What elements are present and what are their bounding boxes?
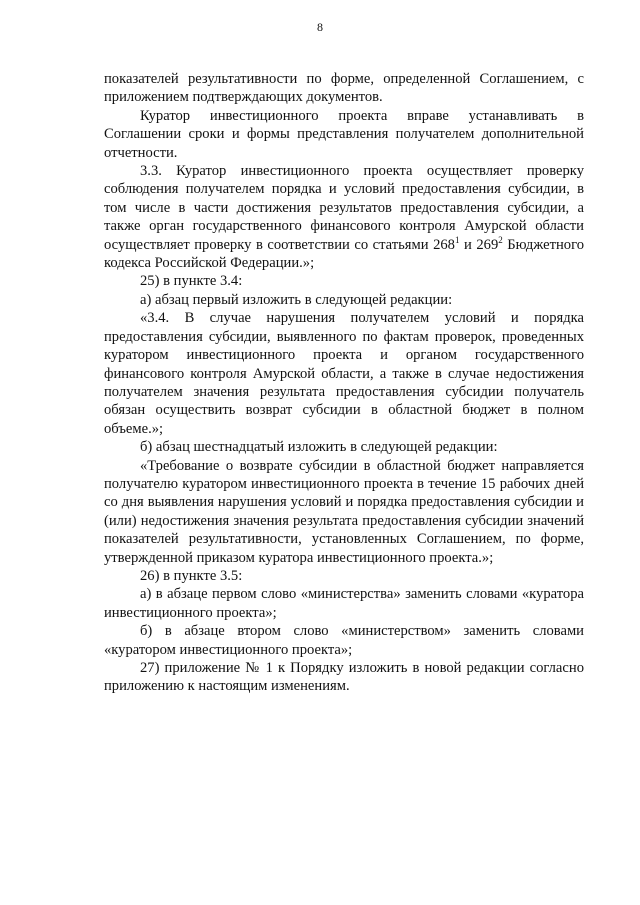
paragraph-item-25a: а) абзац первый изложить в следующей редакции: xyxy=(140,291,453,308)
paragraph-item-26a: а) в абзаце первом слово «министерства» заменить словами «куратора инвестиционного проекта»; xyxy=(104,586,584,621)
document-body xyxy=(104,70,584,696)
paragraph-item-25: 25) в пункте 3.4: xyxy=(140,273,243,290)
paragraph-item-26: 26) в пункте 3.5: xyxy=(140,567,243,584)
article-superscript-2: 2 xyxy=(498,234,503,245)
paragraph-curator-reporting: Куратор инвестиционного проекта вправе устанавливать в Соглашении сроки и формы представления получателем дополнительной отчетности. xyxy=(104,107,584,161)
paragraph-continuation: показателей результативности по форме, определенной Соглашением, с приложением подтверждающих документов. xyxy=(104,71,584,106)
paragraph-refund-requirement: «Требование о возврате субсидии в областной бюджет направляется получателю куратором инвестиционного проекта в течение 15 рабочих дней со дня выявления нарушения условий и порядка предоставления субсидии и (или) недостижения значения результата предоставления субсидии значений показателей результативности, установленных Соглашением, по форме, утвержденной приказом куратора инвестиционного проекта.»; xyxy=(104,457,584,566)
paragraph-item-26b: б) в абзаце втором слово «министерством» заменить словами «куратором инвестиционного проекта»; xyxy=(104,623,584,658)
paragraph-item-27: 27) приложение № 1 к Порядку изложить в новой редакции согласно приложению к настоящим изменениям. xyxy=(104,660,584,695)
paragraph-3-4-new-text: «3.4. В случае нарушения получателем условий и порядка предоставления субсидии, выявленного по фактам проверок, проведенных куратором инвестиционного проекта и органом государственного финансового контроля Амурской области, а также в случае недостижения получателем значения результата предоставления субсидии получатель обязан осуществить возврат субсидии в областной бюджет в полном объеме.»; xyxy=(104,310,584,437)
page-number: 8 xyxy=(317,20,323,34)
paragraph-item-25b: б) абзац шестнадцатый изложить в следующей редакции: xyxy=(140,439,498,456)
paragraph-3-3-text-end: Бюджетного кодекса Российской Федерации.»; xyxy=(104,236,585,272)
paragraph-3-3-text-mid: и 269 xyxy=(459,236,499,253)
paragraph-3-3-text: 3.3. Куратор инвестиционного проекта осуществляет проверку соблюдения получателем порядка и условий предоставления субсидии, в том числе в части достижения результатов предоставления субсидии, а также орган государственного финансового контроля Амурской области осуществляет проверку в соответствии со статьями 268 xyxy=(104,163,584,253)
article-superscript-1: 1 xyxy=(454,234,460,245)
paragraph-3-3 xyxy=(104,162,584,272)
